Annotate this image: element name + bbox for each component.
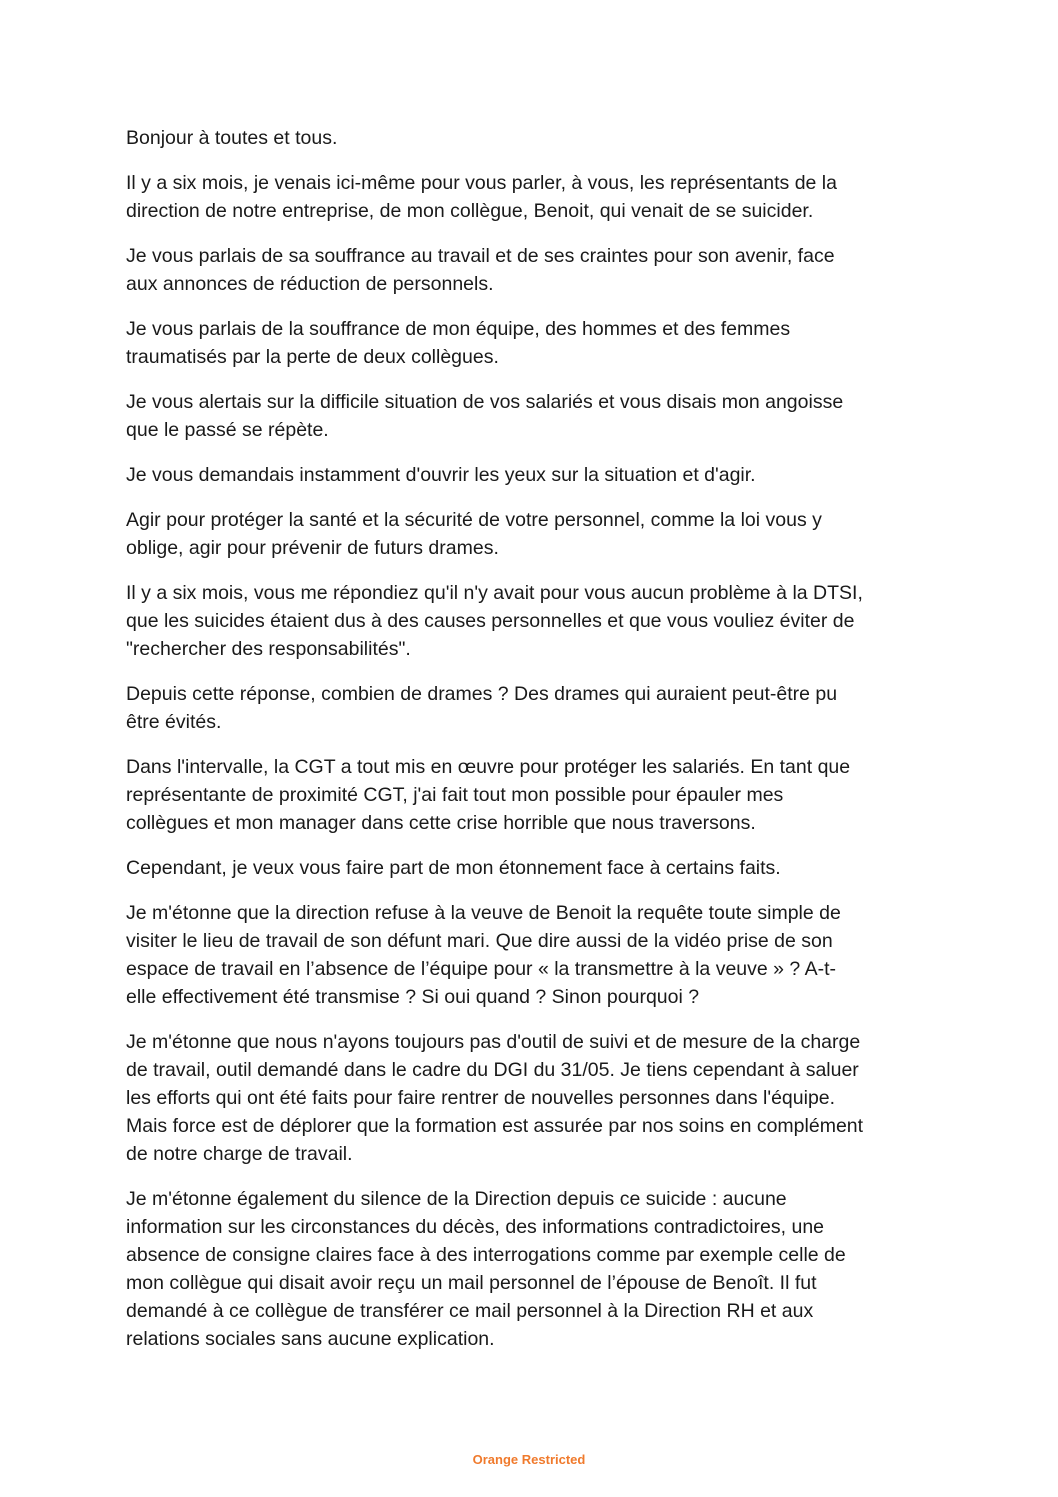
paragraph-13 [126, 1028, 946, 1168]
text-line: elle effectivement été transmise ? Si oui quand ? Sinon pourquoi ? [126, 986, 700, 1008]
text-line: relations sociales sans aucune explication. [126, 1328, 495, 1350]
paragraph-12 [126, 899, 946, 1011]
paragraph-5 [126, 388, 946, 444]
text-line: "rechercher des responsabilités". [126, 638, 411, 660]
text-line: oblige, agir pour prévenir de futurs drames. [126, 537, 499, 559]
text-line: que le passé se répète. [126, 419, 329, 441]
text-line: absence de consigne claires face à des interrogations comme par exemple celle de [126, 1244, 846, 1266]
text-line: Je vous parlais de la souffrance de mon équipe, des hommes et des femmes [126, 318, 791, 340]
paragraph-6 [126, 461, 946, 489]
text-line: Depuis cette réponse, combien de drames ? Des drames qui auraient peut-être pu [126, 683, 838, 705]
text-line: demandé à ce collègue de transférer ce mail personnel à la Direction RH et aux [126, 1300, 814, 1322]
text-line: Je vous parlais de sa souffrance au travail et de ses craintes pour son avenir, face [126, 245, 835, 267]
paragraph-8 [126, 579, 946, 663]
classification-footer: Orange Restricted [472, 1452, 586, 1467]
paragraph-14 [126, 1185, 946, 1353]
text-line: Je m'étonne que la direction refuse à la veuve de Benoit la requête toute simple de [126, 902, 841, 924]
text-line: les efforts qui ont été faits pour faire rentrer de nouvelles personnes dans l'équipe. [126, 1087, 836, 1109]
text-line: que les suicides étaient dus à des causes personnelles et que vous vouliez éviter de [126, 610, 855, 632]
text-line: Je m'étonne que nous n'ayons toujours pas d'outil de suivi et de mesure de la charge [126, 1031, 861, 1053]
text-line: mon collègue qui disait avoir reçu un mail personnel de l’épouse de Benoît. Il fut [126, 1272, 817, 1294]
paragraph-3 [126, 242, 946, 298]
document-body [126, 124, 946, 1370]
paragraph-2 [126, 169, 946, 225]
text-line: Cependant, je veux vous faire part de mon étonnement face à certains faits. [126, 857, 781, 879]
text-line: Je vous demandais instamment d'ouvrir les yeux sur la situation et d'agir. [126, 464, 756, 486]
text-line: Il y a six mois, je venais ici-même pour vous parler, à vous, les représentants de la [126, 172, 837, 194]
text-line: collègues et mon manager dans cette crise horrible que nous traversons. [126, 812, 756, 834]
text-line: aux annonces de réduction de personnels. [126, 273, 494, 295]
text-line: de travail, outil demandé dans le cadre du DGI du 31/05. Je tiens cependant à saluer [126, 1059, 859, 1081]
text-line: Bonjour à toutes et tous. [126, 127, 338, 149]
paragraph-10 [126, 753, 946, 837]
text-line: Mais force est de déplorer que la formation est assurée par nos soins en complément [126, 1115, 864, 1137]
text-line: Il y a six mois, vous me répondiez qu'il n'y avait pour vous aucun problème à la DTSI, [126, 582, 863, 604]
paragraph-1 [126, 124, 946, 152]
text-line: direction de notre entreprise, de mon collègue, Benoit, qui venait de se suicider. [126, 200, 814, 222]
text-line: représentante de proximité CGT, j'ai fait tout mon possible pour épauler mes [126, 784, 784, 806]
text-line: de notre charge de travail. [126, 1143, 353, 1165]
text-line: traumatisés par la perte de deux collègues. [126, 346, 499, 368]
paragraph-11 [126, 854, 946, 882]
text-line: information sur les circonstances du décès, des informations contradictoires, une [126, 1216, 825, 1238]
text-line: Je vous alertais sur la difficile situation de vos salariés et vous disais mon angoisse [126, 391, 844, 413]
paragraph-9 [126, 680, 946, 736]
text-line: Agir pour protéger la santé et la sécurité de votre personnel, comme la loi vous y [126, 509, 822, 531]
paragraph-7 [126, 506, 946, 562]
text-line: Dans l'intervalle, la CGT a tout mis en œuvre pour protéger les salariés. En tant que [126, 756, 851, 778]
text-line: être évités. [126, 711, 222, 733]
text-line: Je m'étonne également du silence de la Direction depuis ce suicide : aucune [126, 1188, 787, 1210]
text-line: visiter le lieu de travail de son défunt mari. Que dire aussi de la vidéo prise de son [126, 930, 833, 952]
paragraph-4 [126, 315, 946, 371]
text-line: espace de travail en l’absence de l’équipe pour « la transmettre à la veuve » ? A-t- [126, 958, 837, 980]
